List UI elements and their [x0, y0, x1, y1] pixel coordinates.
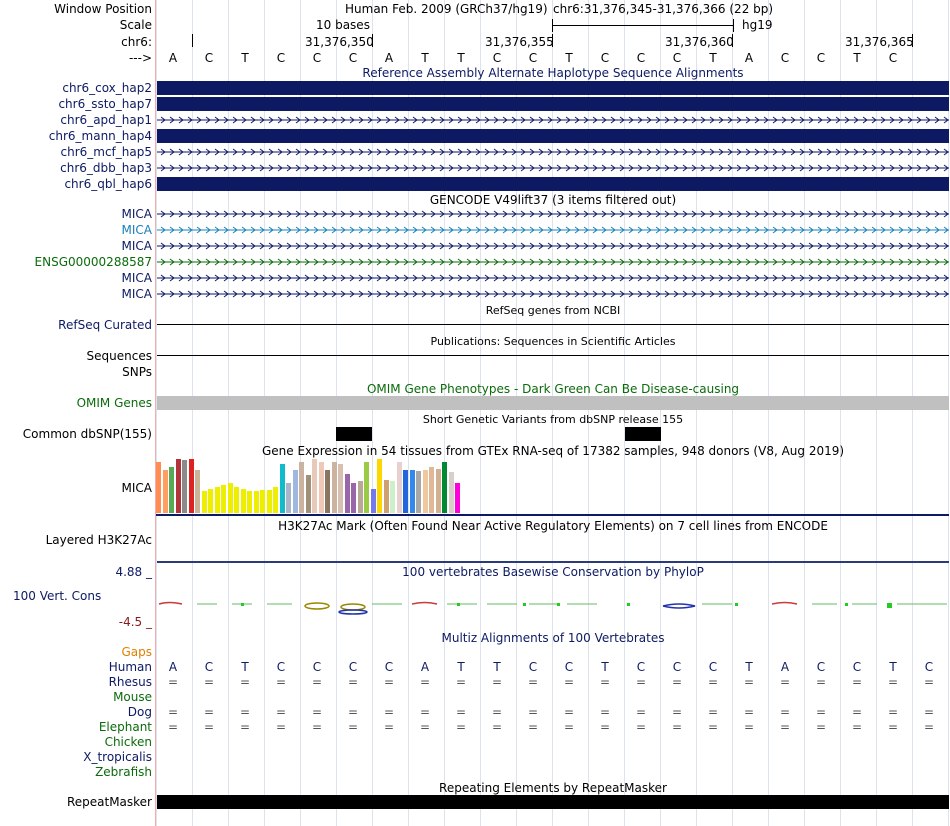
alt-haplotype-label[interactable]: chr6_dbb_hap3 — [60, 161, 152, 175]
strand-label: ---> — [128, 51, 152, 65]
alt-haplotype-label[interactable]: chr6_ssto_hap7 — [58, 97, 152, 111]
gtex-tissue-bar[interactable] — [390, 481, 395, 513]
multiz-match-mark: = — [239, 675, 251, 689]
reference-base: T — [241, 51, 249, 65]
gtex-title[interactable]: Gene Expression in 54 tissues from GTEx RNA-seq of 17382 samples, 948 donors (V8, Aug 2019) — [261, 444, 845, 458]
reference-base: C — [492, 51, 502, 65]
coordinate-label: 31,376,360 — [665, 35, 734, 49]
multiz-match-mark: = — [527, 720, 539, 734]
multiz-base: T — [601, 660, 609, 674]
refseq-label[interactable]: RefSeq Curated — [58, 318, 152, 332]
gtex-tissue-bar[interactable] — [455, 483, 460, 513]
scale-bar-left-tick — [552, 19, 553, 32]
multiz-match-mark: = — [167, 675, 179, 689]
multiz-match-mark: = — [527, 705, 539, 719]
gtex-tissue-bar[interactable] — [195, 470, 200, 513]
multiz-match-mark: = — [887, 705, 899, 719]
gtex-tissue-bar[interactable] — [176, 459, 181, 513]
gtex-tissue-bar[interactable] — [293, 470, 298, 513]
alt-haplotypes-title[interactable]: Reference Assembly Alternate Haplotype Sequence Alignments — [362, 66, 744, 80]
dbsnp-variant[interactable] — [336, 427, 372, 441]
gtex-tissue-bar[interactable] — [312, 459, 317, 513]
multiz-base: T — [241, 660, 249, 674]
gtex-tissue-bar[interactable] — [449, 472, 454, 513]
multiz-species-label[interactable]: X_tropicalis — [83, 750, 152, 764]
gtex-tissue-bar[interactable] — [156, 462, 161, 513]
gtex-tissue-bar[interactable] — [169, 467, 174, 513]
repeatmasker-title[interactable]: Repeating Elements by RepeatMasker — [439, 781, 667, 795]
gtex-tissue-bar[interactable] — [410, 470, 415, 513]
reference-base: C — [780, 51, 790, 65]
multiz-match-mark: = — [599, 720, 611, 734]
alt-haplotype-label[interactable]: chr6_cox_hap2 — [62, 81, 152, 95]
multiz-match-mark: = — [779, 720, 791, 734]
multiz-match-mark: = — [563, 705, 575, 719]
multiz-match-mark: = — [887, 675, 899, 689]
gtex-tissue-bar[interactable] — [208, 489, 213, 513]
scale-bar — [552, 25, 733, 26]
gencode-transcript[interactable] — [157, 224, 949, 236]
conservation-title[interactable]: 100 vertebrates Basewise Conservation by PhyloP — [402, 565, 704, 579]
dbsnp-variant[interactable] — [625, 427, 661, 441]
multiz-match-mark: = — [383, 675, 395, 689]
gtex-tissue-bar[interactable] — [163, 470, 168, 513]
scale-text: 10 bases — [316, 18, 370, 32]
gtex-tissue-bar[interactable] — [280, 464, 285, 513]
multiz-base: C — [528, 660, 538, 674]
multiz-match-mark: = — [815, 705, 827, 719]
coord-tick — [192, 34, 193, 47]
alt-haplotype-alignment[interactable] — [157, 114, 949, 126]
reference-base: A — [384, 51, 394, 65]
multiz-match-mark: = — [707, 675, 719, 689]
gencode-transcript[interactable] — [157, 256, 949, 268]
multiz-match-mark: = — [275, 720, 287, 734]
reference-base: C — [312, 51, 322, 65]
multiz-match-mark: = — [383, 720, 395, 734]
gtex-tissue-bar[interactable] — [260, 490, 265, 513]
gtex-tissue-bar[interactable] — [358, 481, 363, 513]
reference-base: A — [744, 51, 754, 65]
db-label: hg19 — [742, 18, 773, 32]
gencode-title[interactable]: GENCODE V49lift37 (3 items filtered out) — [429, 193, 677, 207]
gtex-baseline — [156, 514, 949, 516]
multiz-match-mark: = — [743, 720, 755, 734]
conservation-plot[interactable] — [157, 598, 949, 616]
gencode-transcript-label[interactable]: MICA — [121, 239, 152, 253]
snps-label[interactable]: SNPs — [122, 365, 152, 379]
multiz-match-mark: = — [671, 720, 683, 734]
multiz-match-mark: = — [671, 675, 683, 689]
coordinate-label: 31,376,355 — [485, 35, 554, 49]
multiz-base: C — [852, 660, 862, 674]
chr-label: chr6: — [121, 35, 152, 49]
multiz-base: T — [493, 660, 501, 674]
multiz-match-mark: = — [311, 675, 323, 689]
gtex-tissue-bar[interactable] — [364, 462, 369, 513]
alt-haplotype-alignment[interactable] — [157, 162, 949, 174]
gtex-tissue-bar[interactable] — [429, 467, 434, 513]
multiz-base: C — [924, 660, 934, 674]
alt-haplotype-label[interactable]: chr6_mann_hap4 — [48, 129, 152, 143]
gencode-transcript-label[interactable]: MICA — [121, 207, 152, 221]
multiz-match-mark: = — [635, 720, 647, 734]
multiz-base: T — [457, 660, 465, 674]
gtex-tissue-bar[interactable] — [189, 459, 194, 513]
repeatmasker-bar[interactable] — [157, 795, 949, 809]
reference-base: C — [204, 51, 214, 65]
gencode-transcript[interactable] — [157, 208, 949, 220]
gtex-tissue-bar[interactable] — [436, 469, 441, 513]
multiz-match-mark: = — [347, 705, 359, 719]
reference-base: A — [168, 51, 178, 65]
multiz-match-mark: = — [707, 720, 719, 734]
h3k27ac-title[interactable]: H3K27Ac Mark (Often Found Near Active Regulatory Elements) on 7 cell lines from ENCODE — [278, 519, 828, 533]
gtex-tissue-bar[interactable] — [221, 485, 226, 513]
reference-base: C — [816, 51, 826, 65]
multiz-match-mark: = — [311, 705, 323, 719]
gencode-transcript-label[interactable]: MICA — [121, 287, 152, 301]
multiz-base: A — [780, 660, 790, 674]
scale-bar-right-tick — [733, 19, 734, 32]
gtex-tissue-bar[interactable] — [403, 470, 408, 513]
gencode-transcript-label[interactable]: MICA — [121, 223, 152, 237]
gtex-tissue-bar[interactable] — [202, 491, 207, 513]
gtex-tissue-bar[interactable] — [182, 460, 187, 513]
omim-bar[interactable] — [157, 396, 949, 410]
multiz-match-mark: = — [275, 705, 287, 719]
alt-haplotype-alignment[interactable] — [157, 129, 949, 143]
scale-label: Scale — [119, 18, 152, 32]
publications-line — [157, 355, 949, 356]
gtex-tissue-bar[interactable] — [273, 487, 278, 513]
assembly-title: Human Feb. 2009 (GRCh37/hg19) — [345, 2, 548, 16]
repeatmasker-label[interactable]: RepeatMasker — [66, 795, 152, 809]
gtex-label[interactable]: MICA — [121, 481, 152, 495]
gtex-tissue-bar[interactable] — [423, 470, 428, 513]
multiz-base: T — [745, 660, 753, 674]
gtex-tissue-bar[interactable] — [384, 480, 389, 513]
multiz-match-mark: = — [167, 705, 179, 719]
conservation-max: 4.88 _ — [115, 565, 152, 579]
refseq-title[interactable]: RefSeq genes from NCBI — [485, 304, 621, 317]
reference-base: T — [853, 51, 861, 65]
gencode-transcript-label[interactable]: ENSG00000288587 — [34, 255, 152, 269]
multiz-match-mark: = — [635, 675, 647, 689]
multiz-base: C — [708, 660, 718, 674]
gtex-tissue-bar[interactable] — [299, 462, 304, 513]
multiz-match-mark: = — [203, 675, 215, 689]
multiz-match-mark: = — [707, 705, 719, 719]
alt-haplotype-alignment[interactable] — [157, 177, 949, 191]
multiz-match-mark: = — [275, 675, 287, 689]
gtex-tissue-bar[interactable] — [234, 487, 239, 513]
h3k27ac-baseline — [157, 561, 949, 563]
gencode-transcript[interactable] — [157, 288, 949, 300]
alt-haplotype-alignment[interactable] — [157, 97, 949, 111]
multiz-base: C — [564, 660, 574, 674]
multiz-species-label[interactable]: Rhesus — [108, 675, 152, 689]
multiz-match-mark: = — [851, 705, 863, 719]
multiz-base: C — [636, 660, 646, 674]
gencode-transcript[interactable] — [157, 272, 949, 284]
multiz-match-mark: = — [239, 720, 251, 734]
alt-haplotype-alignment[interactable] — [157, 81, 949, 95]
coordinate-label: 31,376,365 — [845, 35, 914, 49]
alt-haplotype-label[interactable]: chr6_apd_hap1 — [60, 113, 152, 127]
multiz-match-mark: = — [851, 720, 863, 734]
reference-base: C — [276, 51, 286, 65]
multiz-match-mark: = — [599, 675, 611, 689]
multiz-base: C — [276, 660, 286, 674]
coordinate-label: 31,376,350 — [305, 35, 374, 49]
multiz-match-mark: = — [779, 705, 791, 719]
multiz-base: A — [168, 660, 178, 674]
reference-base: T — [709, 51, 717, 65]
reference-base: C — [528, 51, 538, 65]
multiz-gaps-label: Gaps — [121, 645, 152, 659]
multiz-species-label[interactable]: Human — [108, 660, 152, 674]
multiz-title[interactable]: Multiz Alignments of 100 Vertebrates — [441, 631, 665, 645]
reference-base: T — [565, 51, 573, 65]
reference-base: C — [888, 51, 898, 65]
omim-title[interactable]: OMIM Gene Phenotypes - Dark Green Can Be Disease-causing — [366, 382, 740, 396]
multiz-species-label[interactable]: Zebrafish — [95, 765, 152, 779]
multiz-match-mark: = — [455, 720, 467, 734]
multiz-match-mark: = — [923, 675, 935, 689]
gtex-tissue-bar[interactable] — [267, 490, 272, 513]
reference-base: C — [672, 51, 682, 65]
multiz-base: C — [204, 660, 214, 674]
gtex-tissue-bar[interactable] — [325, 470, 330, 513]
gtex-tissue-bar[interactable] — [338, 464, 343, 513]
multiz-match-mark: = — [311, 720, 323, 734]
multiz-match-mark: = — [563, 720, 575, 734]
reference-base: T — [457, 51, 465, 65]
gtex-tissue-bar[interactable] — [306, 475, 311, 513]
multiz-match-mark: = — [923, 705, 935, 719]
reference-base: T — [421, 51, 429, 65]
multiz-match-mark: = — [671, 705, 683, 719]
multiz-match-mark: = — [887, 720, 899, 734]
multiz-species-label[interactable]: Mouse — [113, 690, 152, 704]
multiz-match-mark: = — [419, 705, 431, 719]
multiz-base: C — [312, 660, 322, 674]
conservation-label[interactable]: 100 Vert. Cons — [13, 589, 102, 603]
alt-haplotype-alignment[interactable] — [157, 146, 949, 158]
gtex-tissue-bar[interactable] — [241, 489, 246, 513]
multiz-match-mark: = — [815, 675, 827, 689]
alt-haplotype-label[interactable]: chr6_qbl_hap6 — [64, 177, 152, 191]
dbsnp-title[interactable]: Short Genetic Variants from dbSNP release 155 — [422, 413, 684, 426]
multiz-match-mark: = — [491, 720, 503, 734]
reference-base: C — [348, 51, 358, 65]
conservation-min: -4.5 _ — [118, 615, 152, 629]
multiz-base: C — [672, 660, 682, 674]
multiz-match-mark: = — [743, 675, 755, 689]
multiz-match-mark: = — [203, 720, 215, 734]
multiz-match-mark: = — [779, 675, 791, 689]
gtex-tissue-bar[interactable] — [319, 462, 324, 513]
gencode-transcript-label[interactable]: MICA — [121, 271, 152, 285]
position-text[interactable]: chr6:31,376,345-31,376,366 (22 bp) — [553, 2, 774, 16]
gtex-tissue-bar[interactable] — [215, 487, 220, 513]
multiz-species-label[interactable]: Elephant — [98, 720, 152, 734]
multiz-match-mark: = — [635, 705, 647, 719]
multiz-match-mark: = — [455, 705, 467, 719]
gencode-transcript[interactable] — [157, 240, 949, 252]
reference-base: C — [600, 51, 610, 65]
multiz-match-mark: = — [167, 720, 179, 734]
alt-haplotype-label[interactable]: chr6_mcf_hap5 — [60, 145, 152, 159]
publications-title[interactable]: Publications: Sequences in Scientific Articles — [430, 335, 676, 348]
multiz-match-mark: = — [455, 675, 467, 689]
multiz-match-mark: = — [923, 720, 935, 734]
multiz-match-mark: = — [347, 675, 359, 689]
dbsnp-label[interactable]: Common dbSNP(155) — [22, 427, 152, 441]
reference-base: C — [636, 51, 646, 65]
gtex-tissue-bar[interactable] — [345, 474, 350, 513]
multiz-match-mark: = — [599, 705, 611, 719]
publications-label[interactable]: Sequences — [86, 349, 152, 363]
multiz-match-mark: = — [239, 705, 251, 719]
multiz-base: C — [348, 660, 358, 674]
multiz-match-mark: = — [815, 720, 827, 734]
gtex-tissue-bar[interactable] — [228, 483, 233, 513]
omim-label[interactable]: OMIM Genes — [76, 396, 152, 410]
multiz-match-mark: = — [527, 675, 539, 689]
multiz-match-mark: = — [419, 720, 431, 734]
refseq-line — [157, 324, 949, 325]
multiz-match-mark: = — [419, 675, 431, 689]
gtex-tissue-bar[interactable] — [397, 462, 402, 513]
gtex-bar-chart[interactable] — [156, 459, 536, 513]
gtex-tissue-bar[interactable] — [442, 462, 447, 513]
multiz-match-mark: = — [563, 675, 575, 689]
gtex-tissue-bar[interactable] — [332, 462, 337, 513]
multiz-species-label[interactable]: Dog — [127, 705, 152, 719]
multiz-base: C — [384, 660, 394, 674]
gtex-tissue-bar[interactable] — [351, 483, 356, 513]
multiz-match-mark: = — [851, 675, 863, 689]
window-position-label: Window Position — [54, 2, 152, 16]
gtex-tissue-bar[interactable] — [416, 471, 421, 513]
multiz-match-mark: = — [491, 705, 503, 719]
multiz-base: T — [889, 660, 897, 674]
gtex-tissue-bar[interactable] — [247, 491, 252, 513]
gtex-tissue-bar[interactable] — [286, 483, 291, 513]
gtex-tissue-bar[interactable] — [377, 459, 382, 513]
gtex-tissue-bar[interactable] — [371, 489, 376, 513]
multiz-base: C — [816, 660, 826, 674]
multiz-match-mark: = — [743, 705, 755, 719]
multiz-match-mark: = — [347, 720, 359, 734]
gtex-tissue-bar[interactable] — [254, 491, 259, 513]
multiz-base: A — [420, 660, 430, 674]
h3k27ac-label[interactable]: Layered H3K27Ac — [45, 533, 152, 547]
multiz-match-mark: = — [203, 705, 215, 719]
multiz-match-mark: = — [383, 705, 395, 719]
multiz-species-label[interactable]: Chicken — [104, 735, 152, 749]
multiz-match-mark: = — [491, 675, 503, 689]
